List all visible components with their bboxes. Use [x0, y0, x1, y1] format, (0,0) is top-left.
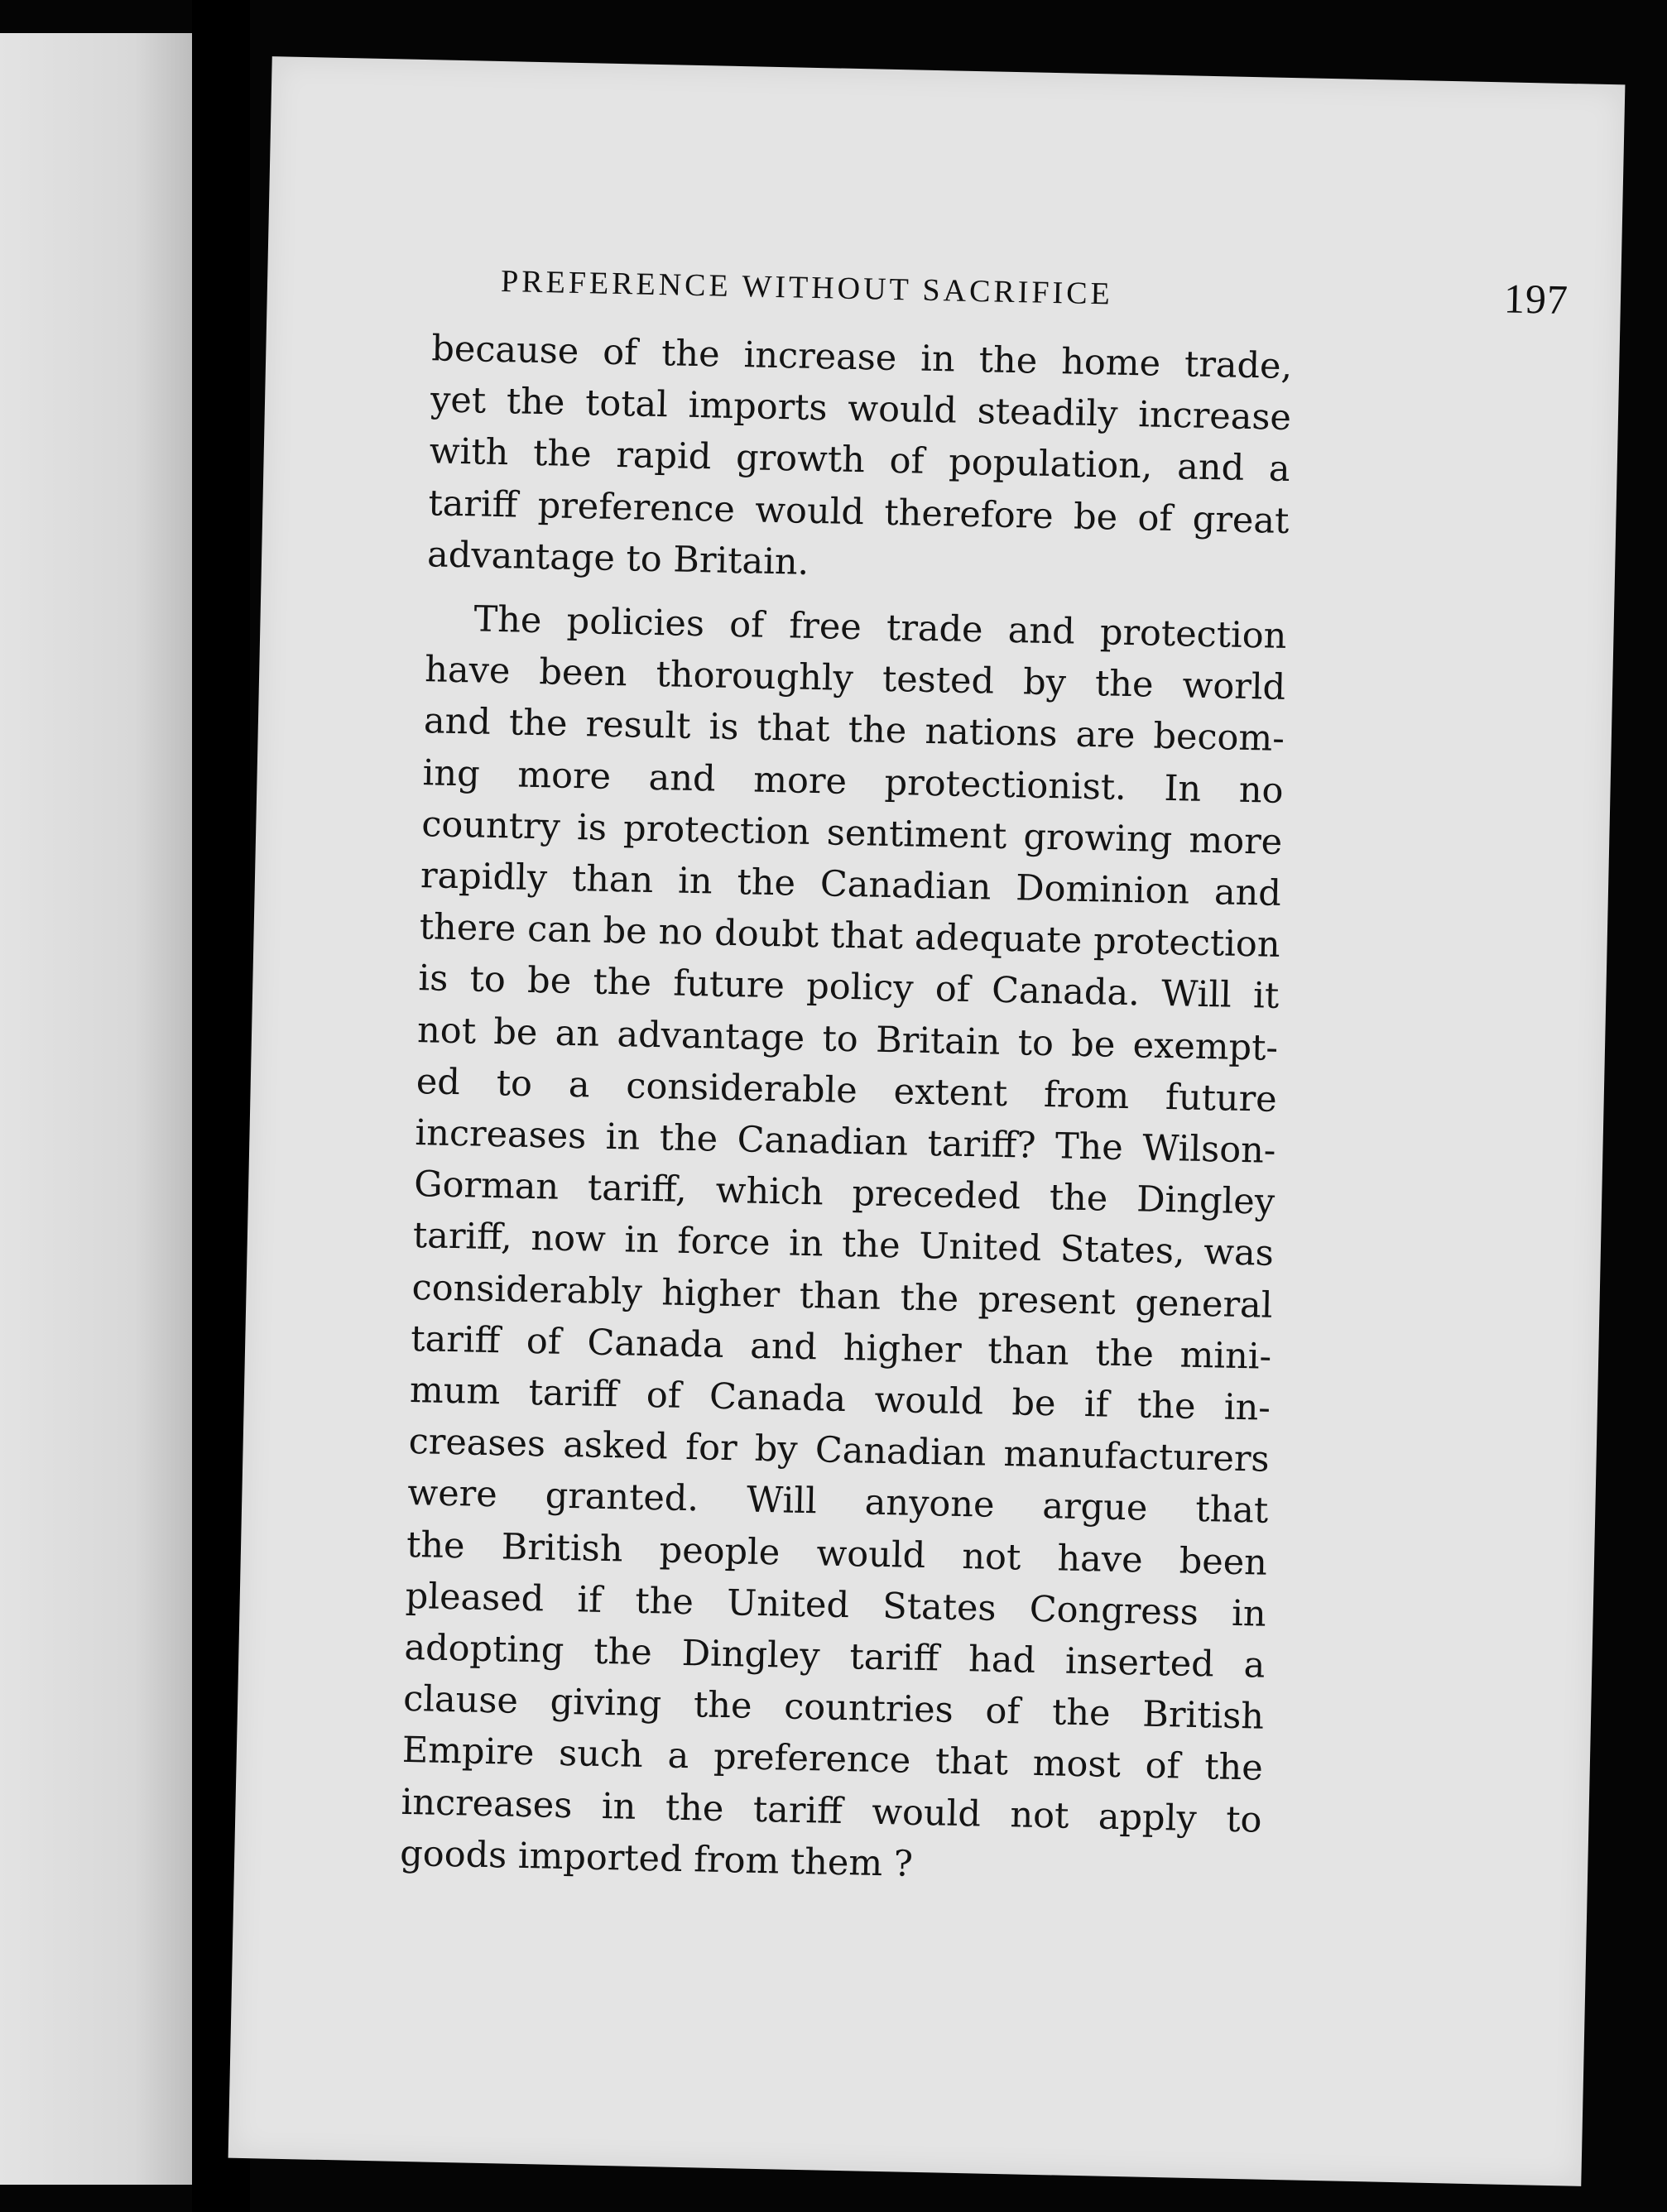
text-line: pleased if the United States Congress in: [405, 1575, 1267, 1635]
book-page: [228, 56, 1626, 2186]
text-line: and the result is that the nations are becom-: [423, 700, 1285, 761]
text-line: advantage to Britain.: [426, 534, 809, 583]
text-line: clause giving the countries of the British: [402, 1678, 1265, 1738]
paragraph: [427, 323, 1293, 598]
text-line: tariff of Canada and higher than the mini-: [410, 1317, 1272, 1378]
body-text: [399, 323, 1292, 1909]
text-line: creases asked for by Canadian manufacturers: [408, 1421, 1271, 1481]
text-line: country is protection sentiment growing more: [420, 803, 1283, 863]
text-line: have been thoroughly tested by the world: [424, 649, 1286, 709]
text-line: with the rapid growth of population, and a: [429, 430, 1291, 491]
text-line: mum tariff of Canada would be if the in-: [409, 1370, 1271, 1429]
running-head-title: PREFERENCE WITHOUT SACRIFICE: [500, 264, 1114, 312]
text-line: because of the increase in the home trade,: [430, 328, 1293, 388]
page-number: 197: [1503, 275, 1569, 324]
running-head: [501, 253, 1569, 324]
text-line: tariff, now in force in the United States, was: [412, 1215, 1275, 1275]
facing-page-edge: [0, 33, 192, 2185]
text-line: adopting the Dingley tariff had inserted a: [404, 1627, 1266, 1687]
text-line: were granted. Will anyone argue that: [406, 1472, 1269, 1533]
text-line: increases in the tariff would not apply to: [401, 1781, 1262, 1841]
text-line: there can be no doubt that adequate protection: [419, 906, 1281, 967]
text-line: increases in the Canadian tariff? The Wilson-: [415, 1112, 1276, 1172]
text-line: tariff preference would therefore be of great: [427, 482, 1290, 542]
text-line: goods imported from them ?: [399, 1832, 914, 1885]
text-line: rapidly than in the Canadian Dominion and: [420, 855, 1282, 914]
text-line: the British people would not have been: [406, 1523, 1268, 1584]
text-line: Empire such a preference that most of the: [401, 1730, 1264, 1790]
text-line: is to be the future policy of Canada. Will it: [417, 957, 1280, 1018]
text-line: ed to a considerable extent from future: [416, 1060, 1278, 1120]
text-line: yet the total imports would steadily increase: [430, 379, 1292, 439]
paragraph: [400, 593, 1287, 1898]
text-line: considerably higher than the present general: [411, 1266, 1273, 1327]
text-line: ing more and more protectionist. In no: [422, 751, 1284, 812]
text-line: Gorman tariff, which preceded the Dingley: [413, 1164, 1275, 1224]
text-line: The policies of free trade and protection: [473, 598, 1287, 657]
text-line: not be an advantage to Britain to be exempt-: [416, 1009, 1279, 1069]
